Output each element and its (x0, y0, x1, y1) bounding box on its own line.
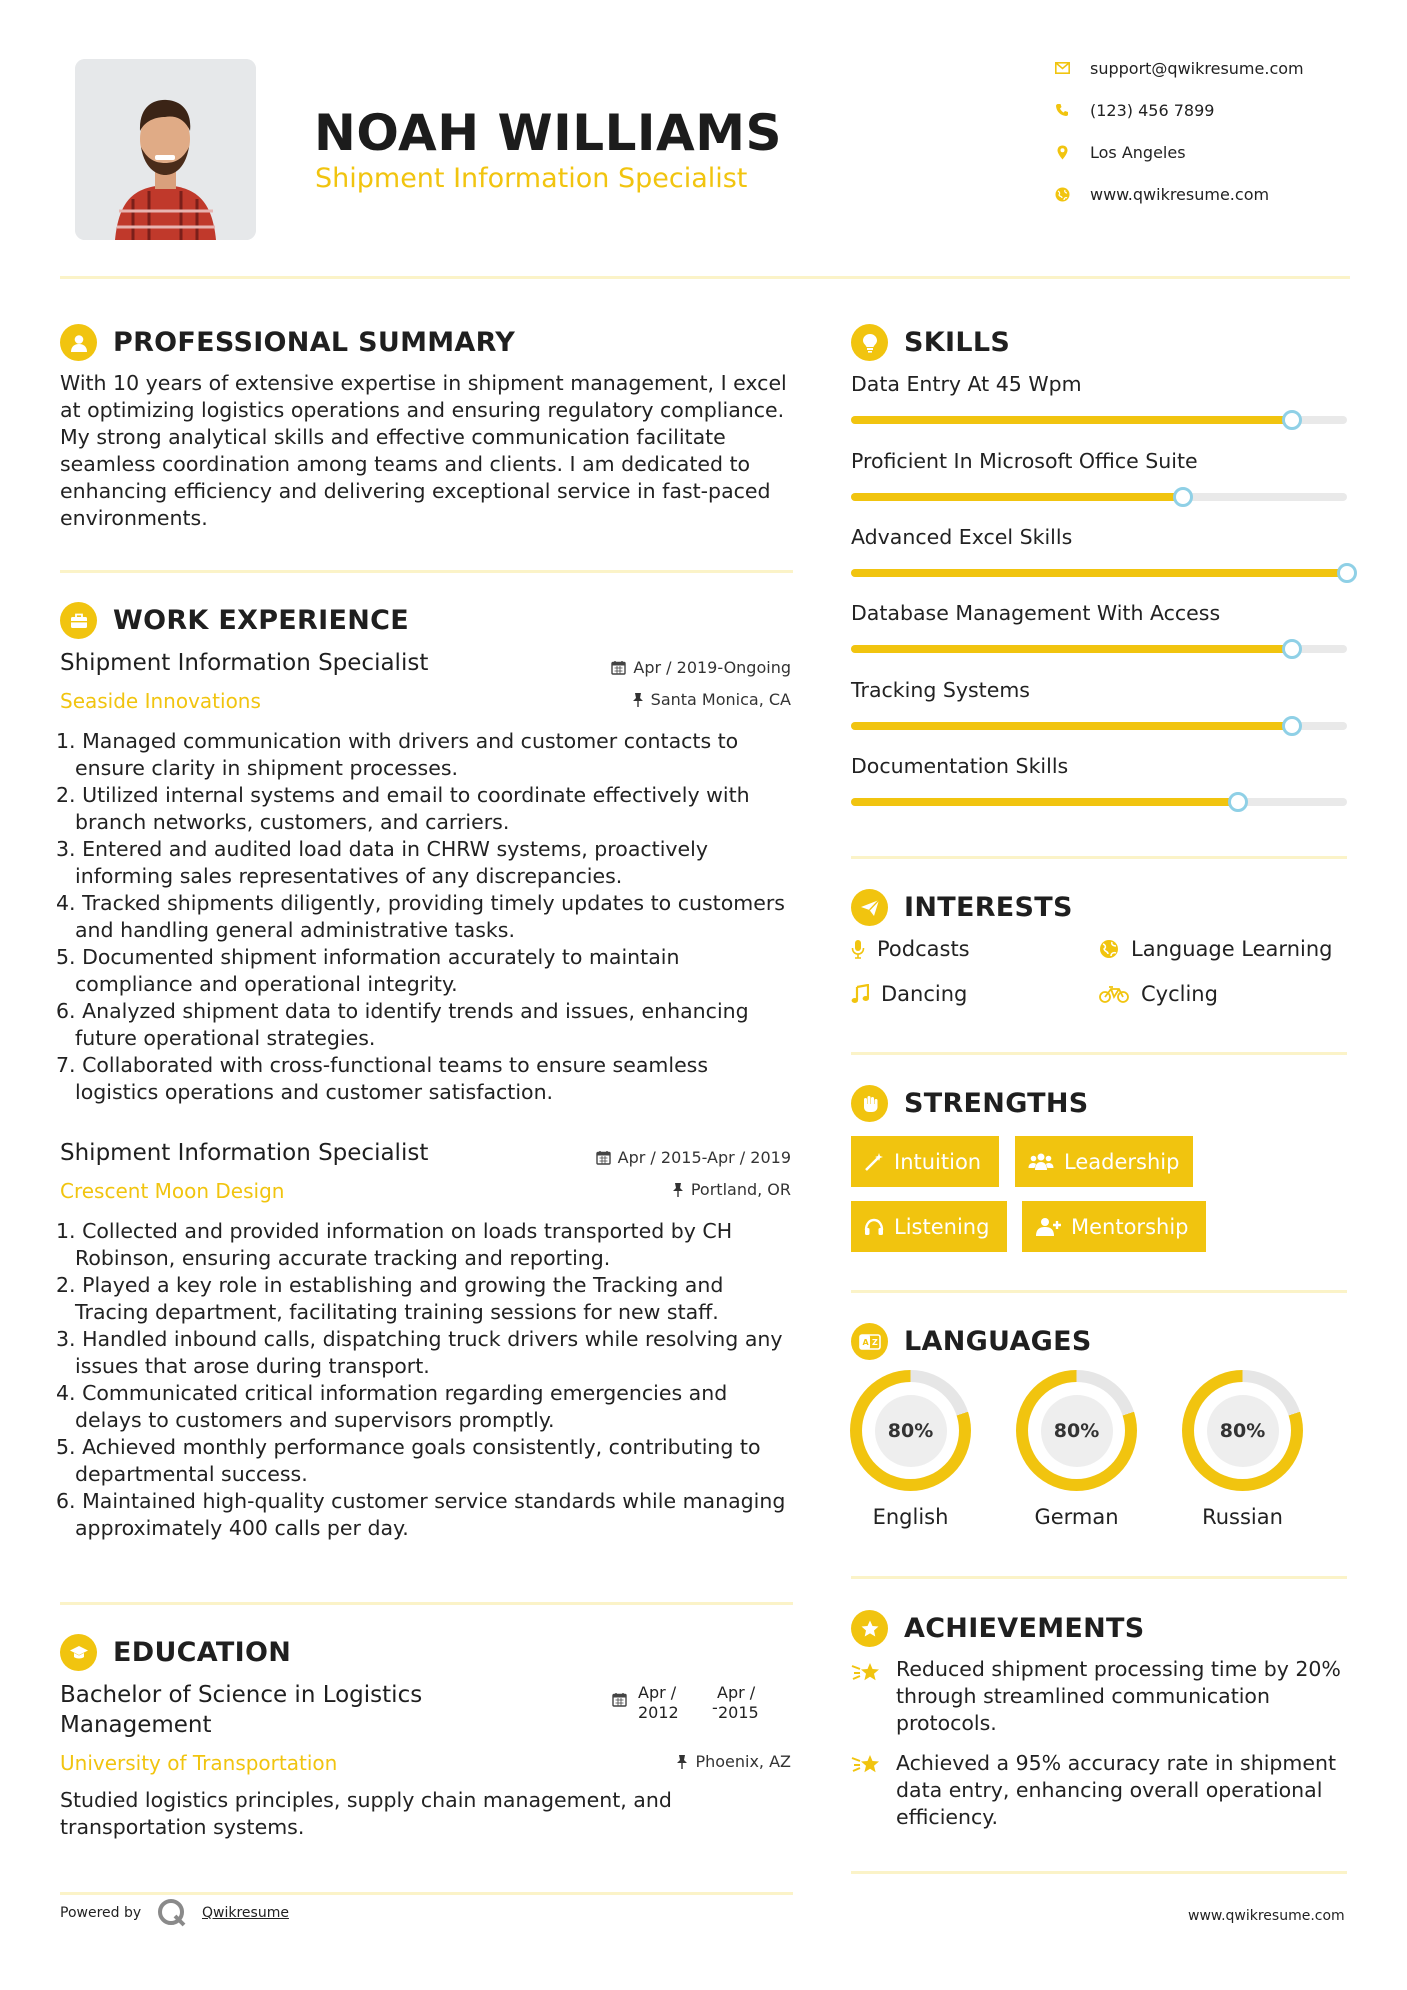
education-start-b: 2012 (638, 1703, 679, 1722)
contact-phone-text: (123) 456 7899 (1090, 100, 1215, 120)
microphone-icon (851, 939, 865, 959)
lightbulb-icon (851, 324, 888, 361)
envelope-icon (1052, 58, 1072, 78)
list-item: 5. Documented shipment information accurately to maintain compliance and operational integrity. (56, 945, 680, 996)
job-2-company: Crescent Moon Design (60, 1179, 285, 1203)
contact-website-text: www.qwikresume.com (1090, 184, 1270, 204)
qwikresume-link[interactable]: Qwikresume (202, 1905, 289, 1921)
job-1-location: Santa Monica, CA (560, 690, 791, 709)
strength-listening: Listening (851, 1201, 1007, 1252)
education-description: Studied logistics principles, supply chain management, and transportation systems. (60, 1788, 672, 1839)
languages-heading: A Z LANGUAGES (851, 1323, 1092, 1360)
footer-website[interactable]: www.qwikresume.com (1188, 1908, 1345, 1924)
strength-intuition: Intuition (851, 1136, 999, 1187)
language-ring-german (1016, 1370, 1137, 1491)
pushpin-icon (632, 692, 644, 707)
skill-bar (851, 722, 1347, 730)
job-2-location: Portland, OR (560, 1180, 791, 1199)
language-percent: 80% (875, 1395, 947, 1467)
strength-mentorship: Mentorship (1022, 1201, 1206, 1252)
job-1-company: Seaside Innovations (60, 689, 261, 713)
skill-bar (851, 416, 1347, 424)
job-1-dates: Apr / 2019-Ongoing (560, 658, 791, 677)
header-divider (60, 276, 1350, 279)
music-note-icon (851, 984, 869, 1004)
list-item: 5. Achieved monthly performance goals consistently, contributing to departmental success. (56, 1435, 761, 1486)
language-ring-english (850, 1370, 971, 1491)
briefcase-icon (60, 602, 97, 639)
svg-text:Z: Z (871, 1337, 878, 1347)
skill-bar (851, 569, 1347, 577)
list-item: 1. Managed communication with drivers and customer contacts to ensure clarity in shipment processes. (56, 729, 739, 780)
interests-divider (851, 1052, 1347, 1055)
skill-fill (851, 645, 1292, 653)
globe-icon (1099, 939, 1119, 959)
education-location: Phoenix, AZ (600, 1752, 791, 1771)
contact-location (1052, 142, 1186, 162)
summary-text: With 10 years of extensive expertise in shipment management, I excel at optimizing logistics operations and ensuring regulatory compliance. My strong analytical skills and effective communication facilitate seamless coordination among teams and clients. I am dedicated to enhancing efficiency and delivering exceptional service in fast-paced environments. (60, 371, 787, 530)
svg-text:A: A (862, 1337, 869, 1347)
education-heading: EDUCATION (60, 1634, 291, 1671)
experience-heading: WORK EXPERIENCE (60, 602, 409, 639)
skill-label: Database Management With Access (851, 601, 1221, 625)
interest-cycling: Cycling (1099, 982, 1218, 1006)
user-icon (60, 324, 97, 361)
skill-knob (1282, 639, 1302, 659)
skill-fill (851, 569, 1347, 577)
job-2-title: Shipment Information Specialist (60, 1140, 429, 1166)
profile-photo (75, 59, 256, 240)
degree-line-2: Management (60, 1712, 212, 1738)
magic-wand-icon (864, 1152, 884, 1172)
interests-heading: INTERESTS (851, 889, 1073, 926)
interest-dancing: Dancing (851, 982, 967, 1006)
interest-language-learning: Language Learning (1099, 937, 1332, 961)
skill-fill (851, 798, 1238, 806)
list-item: 1. Collected and provided information on loads transported by CH Robinson, ensuring accurate tracking and reporting. (56, 1219, 733, 1270)
language-name-german: German (1034, 1505, 1119, 1529)
list-item: 4. Tracked shipments diligently, providing timely updates to customers and handling general administrative tasks. (56, 891, 785, 942)
achievement-item: Achieved a 95% accuracy rate in shipment data entry, enhancing overall operational efficiency. (896, 1751, 1337, 1829)
summary-divider (60, 570, 793, 573)
list-item: 6. Analyzed shipment data to identify trends and issues, enhancing future operational strategies. (56, 999, 749, 1050)
candidate-name: NOAH WILLIAMS (314, 104, 782, 162)
skill-knob (1173, 487, 1193, 507)
skill-knob (1282, 716, 1302, 736)
contact-website[interactable] (1052, 184, 1269, 204)
calendar-icon (596, 1150, 611, 1165)
skill-fill (851, 416, 1292, 424)
phone-icon (1052, 100, 1072, 120)
contact-email-text: support@qwikresume.com (1090, 58, 1304, 78)
pushpin-icon (672, 1182, 684, 1197)
list-item: 6. Maintained high-quality customer service standards while managing approximately 400 calls per day. (56, 1489, 786, 1540)
bicycle-icon (1099, 985, 1129, 1003)
skill-fill (851, 493, 1183, 501)
education-divider (60, 1892, 793, 1895)
language-percent: 80% (1041, 1395, 1113, 1467)
calendar-icon (611, 660, 626, 675)
list-item: 4. Communicated critical information regarding emergencies and delays to customers and supervisors promptly. (56, 1381, 728, 1432)
list-item: 3. Entered and audited load data in CHRW systems, proactively informing sales representatives of any discrepancies. (56, 837, 708, 888)
users-icon (1028, 1152, 1054, 1172)
language-percent: 80% (1207, 1395, 1279, 1467)
language-name-english: English (872, 1505, 949, 1529)
list-item: 2. Played a key role in establishing and growing the Tracking and Tracing department, facilitating training sessions for new staff. (56, 1273, 724, 1324)
paper-plane-icon (851, 889, 888, 926)
calendar-icon (612, 1692, 627, 1711)
summary-heading: PROFESSIONAL SUMMARY (60, 324, 515, 361)
degree-line-1: Bachelor of Science in Logistics (60, 1682, 423, 1708)
list-item: 2. Utilized internal systems and email to coordinate effectively with branch networks, customers, and carriers. (56, 783, 750, 834)
shooting-star-icon (851, 1660, 883, 1690)
job-1-title: Shipment Information Specialist (60, 650, 429, 676)
qwikresume-logo-icon (157, 1898, 187, 1932)
skill-fill (851, 722, 1292, 730)
skills-heading: SKILLS (851, 324, 1010, 361)
education-school: University of Transportation (60, 1751, 338, 1775)
skill-label: Data Entry At 45 Wpm (851, 372, 1082, 396)
skills-divider (851, 856, 1347, 859)
user-plus-icon (1035, 1217, 1061, 1237)
skill-knob (1228, 792, 1248, 812)
language-name-russian: Russian (1202, 1505, 1283, 1529)
shooting-star-icon (851, 1752, 883, 1782)
star-badge-icon (851, 1610, 888, 1647)
skill-label: Tracking Systems (851, 678, 1030, 702)
skill-bar (851, 493, 1347, 501)
contact-email[interactable] (1052, 58, 1304, 78)
strengths-divider (851, 1290, 1347, 1293)
skill-label: Documentation Skills (851, 754, 1069, 778)
achievements-heading: ACHIEVEMENTS (851, 1610, 1145, 1647)
education-end-dash: - (712, 1698, 718, 1717)
education-end-a: Apr / (717, 1683, 756, 1702)
job-2-dates: Apr / 2015-Apr / 2019 (540, 1148, 791, 1167)
contact-location-text: Los Angeles (1090, 142, 1186, 162)
candidate-title: Shipment Information Specialist (315, 163, 748, 194)
fist-icon (851, 1085, 888, 1122)
job-2-bullets (56, 1218, 796, 1542)
list-item: 7. Collaborated with cross-functional teams to ensure seamless logistics operations and customer satisfaction. (56, 1053, 709, 1104)
interest-podcasts: Podcasts (851, 937, 970, 961)
powered-by-label: Powered by (60, 1905, 142, 1921)
strength-leadership: Leadership (1015, 1136, 1193, 1187)
pushpin-icon (676, 1754, 688, 1769)
languages-divider (851, 1576, 1347, 1579)
skill-knob (1282, 410, 1302, 430)
language-card-icon (851, 1323, 888, 1360)
job-1-bullets (56, 728, 786, 1106)
skill-knob (1337, 563, 1357, 583)
education-start-a: Apr / (638, 1683, 677, 1702)
headphones-icon (864, 1218, 884, 1236)
achievement-item: Reduced shipment processing time by 20% through streamlined communication protocols. (896, 1657, 1341, 1735)
globe-icon (1052, 184, 1072, 204)
graduation-cap-icon (60, 1634, 97, 1671)
list-item: 3. Handled inbound calls, dispatching truck drivers while resolving any issues that arose during transport. (56, 1327, 783, 1378)
map-pin-icon (1052, 142, 1072, 162)
education-end-b: 2015 (718, 1703, 759, 1722)
strengths-heading: STRENGTHS (851, 1085, 1089, 1122)
experience-divider (60, 1602, 793, 1605)
achievements-divider (851, 1871, 1347, 1874)
language-ring-russian (1182, 1370, 1303, 1491)
contact-phone[interactable] (1052, 100, 1214, 120)
skill-bar (851, 798, 1347, 806)
skill-label: Advanced Excel Skills (851, 525, 1073, 549)
skill-label: Proficient In Microsoft Office Suite (851, 449, 1198, 473)
skill-bar (851, 645, 1347, 653)
